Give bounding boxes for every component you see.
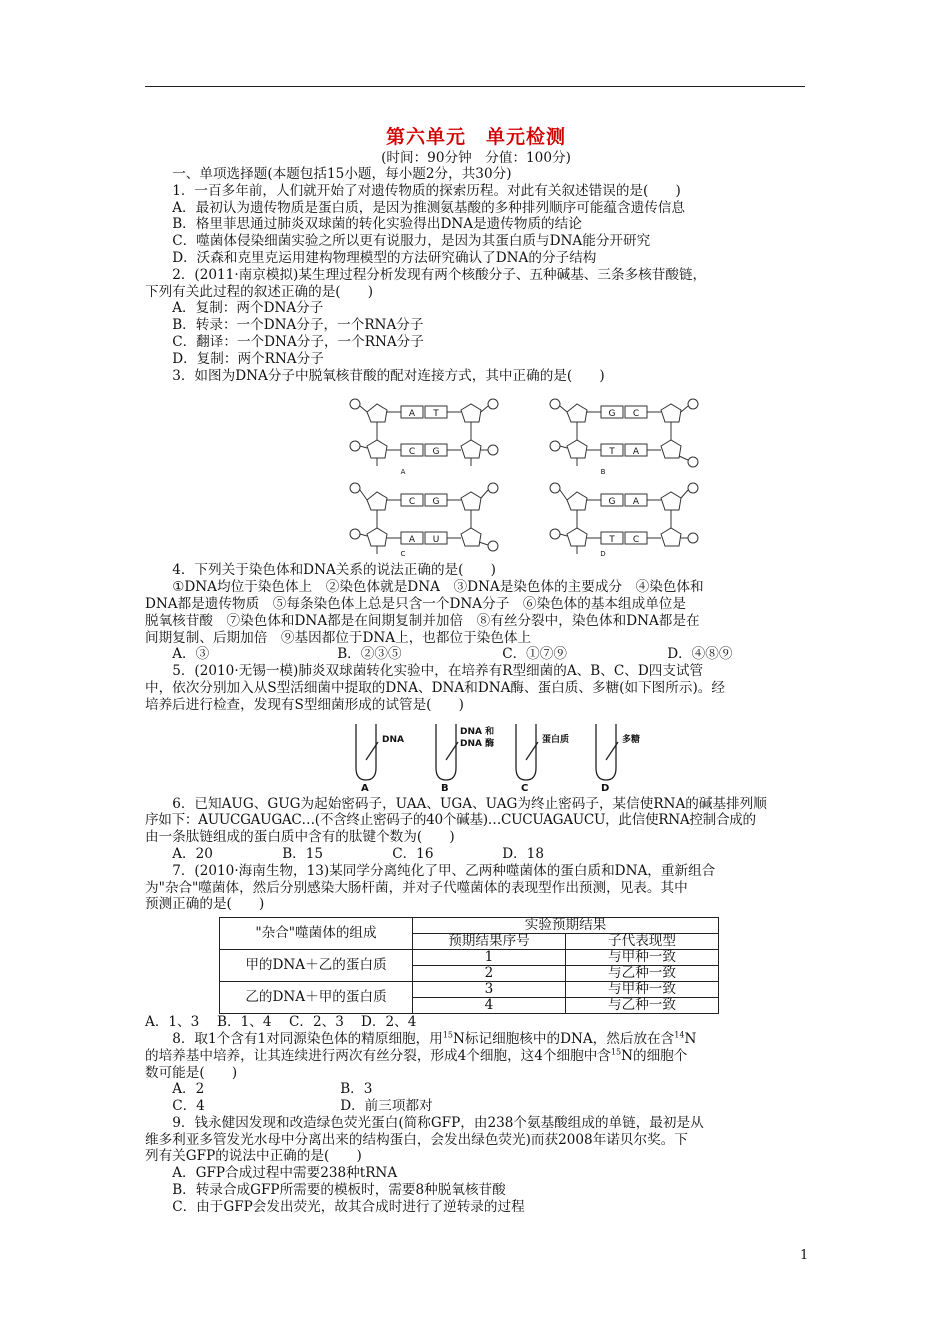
q2-option-c: C．翻译：一个DNA分子，一个RNA分子	[172, 333, 424, 350]
q4-line3: 脱氧核苷酸 ⑦染色体和DNA都是在间期复制并加倍 ⑧有丝分裂中，染色体和DNA都是在	[145, 612, 700, 629]
page-title: 第六单元 单元检测	[385, 126, 566, 148]
panel-d-base-1: G	[608, 497, 616, 508]
q6-option-b: B．15	[282, 845, 324, 862]
q7-table	[219, 917, 719, 1014]
page-subtitle: (时间：90分钟 分值：100分)	[381, 150, 571, 166]
q3-stem: 3．如图为DNA分子中脱氧核苷酸的配对连接方式，其中正确的是( )	[172, 367, 605, 384]
test-tube-figure	[350, 720, 770, 792]
q9-line1: 9．钱永健因发现和改造绿色荧光蛋白(简称GFP，由238个氨基酸组成的单链，最初是从	[172, 1114, 704, 1131]
q2-stem-line2: 下列有关此过程的叙述正确的是( )	[145, 283, 374, 300]
panel-b-base-1: G	[608, 409, 616, 420]
tube-a-reagent: DNA	[382, 734, 404, 745]
panel-c-base-1: C	[408, 497, 416, 508]
table-group-1: 甲的DNA＋乙的蛋白质	[220, 950, 413, 982]
tube-a-label: A	[361, 782, 369, 792]
q4-line2: DNA都是遗传物质 ⑤每条染色体上总是只含一个DNA分子 ⑥染色体的基本组成单位是	[145, 595, 686, 612]
panel-c-base-3: A	[408, 535, 416, 546]
panel-a-base-1: A	[408, 409, 416, 420]
tube-c-reagent: 蛋白质	[542, 734, 570, 745]
panel-b-base-4: A	[632, 447, 640, 458]
tube-d-reagent: 多糖	[622, 734, 641, 745]
q9-line3: 列有关GFP的说法中正确的是( )	[145, 1148, 362, 1165]
panel-c-base-2: G	[432, 497, 440, 508]
q6-line2: 序如下：AUUCGAUGAC…(不含终止密码子的40个碱基)…CUCUAGAUCU，此信使RNA控制合成的	[145, 812, 756, 829]
q1-option-b: B．格里菲思通过肺炎双球菌的转化实验得出DNA是遗传物质的结论	[172, 216, 582, 233]
table-header-number: 预期结果序号	[413, 934, 566, 950]
q8-line3: 数可能是( )	[145, 1064, 238, 1081]
q9-option-a: A．GFP合成过程中需要238种tRNA	[172, 1165, 398, 1182]
panel-a-base-3: C	[408, 447, 416, 458]
q7-line2: 为"杂合"噬菌体，然后分别感染大肠杆菌，并对子代噬菌体的表现型作出预测，见表。其中	[145, 879, 688, 896]
q4-option-b: B．②③⑤	[337, 646, 402, 663]
q8-options-2	[145, 1098, 807, 1115]
q8-option-c: C．4	[172, 1098, 205, 1115]
panel-b-label: B	[600, 468, 606, 477]
panel-a-base-4: G	[432, 447, 440, 458]
q8-options-1	[145, 1081, 807, 1098]
table-row-2-number: 2	[413, 966, 566, 982]
table-row-3-number: 3	[413, 982, 566, 998]
q7-option-b: B．1、4	[217, 1014, 272, 1031]
panel-d-base-2: A	[632, 497, 640, 508]
q8-line2: 的培养基中培养，让其连续进行两次有丝分裂，形成4个细胞，这4个细胞中含$^{15}$N的细胞个	[145, 1047, 688, 1064]
q2-option-a: A．复制：两个DNA分子	[172, 300, 324, 317]
panel-a	[350, 399, 498, 466]
q9-option-b: B．转录合成GFP所需要的模板时，需要8种脱氧核苷酸	[172, 1182, 506, 1199]
table-row-1-phenotype: 与甲种一致	[566, 950, 719, 966]
q5-line1: 5．(2010·无锡一模)肺炎双球菌转化实验中，在培养有R型细菌的A、B、C、D四支试管	[172, 663, 704, 680]
panel-d-base-4: C	[632, 535, 640, 546]
panel-a-label: A	[400, 468, 406, 477]
panel-b-base-2: C	[632, 409, 640, 420]
section-heading: 一、单项选择题(本题包括15小题，每小题2分，共30分)	[172, 166, 512, 182]
panel-d-base-3: T	[609, 535, 615, 546]
panel-c-base-4: U	[432, 535, 440, 546]
q8-option-a: A．2	[172, 1081, 205, 1098]
tube-c-label: C	[521, 782, 529, 792]
q4-stem: 4．下列关于染色体和DNA关系的说法正确的是( )	[172, 562, 496, 579]
table-row-1-number: 1	[413, 950, 566, 966]
q7-option-d: D．2、4	[361, 1014, 417, 1031]
q1-option-a: A．最初认为遗传物质是蛋白质，是因为推测氨基酸的多种排列顺序可能蕴含遗传信息	[172, 199, 685, 216]
panel-d	[550, 483, 698, 554]
q6-option-c: C．16	[392, 845, 434, 862]
q7-line3: 预测正确的是( )	[145, 896, 265, 913]
q4-options	[145, 646, 807, 663]
table-header-composition: "杂合"噬菌体的组成	[220, 918, 413, 950]
q6-line1: 6．已知AUG、GUG为起始密码子，UAA、UGA、UAG为终止密码子，某信使RNA的碱基排列顺	[172, 795, 767, 812]
q7-options	[145, 1014, 807, 1031]
q9-option-c: C．由于GFP会发出荧光，故其合成时进行了逆转录的过程	[172, 1198, 525, 1215]
q1-stem: 1．一百多年前，人们就开始了对遗传物质的探索历程。对此有关叙述错误的是( )	[172, 182, 681, 199]
panel-a-base-2: T	[433, 409, 439, 420]
q7-line1: 7．(2010·海南生物，13)某同学分离纯化了甲、乙两种噬菌体的蛋白质和DNA，重新组合	[172, 862, 716, 879]
tube-d-label: D	[601, 782, 610, 792]
page-number: 1	[800, 1248, 809, 1263]
q9-line2: 维多利亚多管发光水母中分离出来的结构蛋白，会发出绿色荧光)而获2008年诺贝尔奖。下	[145, 1131, 688, 1148]
q6-option-a: A．20	[172, 845, 213, 862]
q6-option-d: D．18	[502, 845, 544, 862]
q1-option-c: C．噬菌体侵染细菌实验之所以更有说服力，是因为其蛋白质与DNA能分开研究	[172, 233, 651, 250]
panel-c	[350, 483, 498, 554]
q4-line1: ①DNA均位于染色体上 ②染色体就是DNA ③DNA是染色体的主要成分 ④染色体和	[172, 579, 704, 596]
q2-option-d: D．复制：两个RNA分子	[172, 350, 324, 367]
panel-b	[550, 399, 698, 467]
header-rule	[145, 86, 805, 87]
panel-b-base-3: T	[609, 447, 615, 458]
panel-d-label: D	[600, 550, 606, 559]
tube-b-label: B	[441, 782, 449, 792]
table-group-2: 乙的DNA＋甲的蛋白质	[220, 982, 413, 1014]
q7-option-a: A．1、3	[145, 1014, 200, 1031]
q5-line2: 中，依次分别加入从S型活细菌中提取的DNA、DNA和DNA酶、蛋白质、多糖(如下图所示)。经	[145, 679, 725, 696]
q2-stem-line1: 2．(2011·南京模拟)某生理过程分析发现有两个核酸分子、五种碱基、三条多核苷酸链，	[172, 266, 707, 283]
panel-c-label: C	[400, 550, 406, 559]
q4-option-c: C．①⑦⑨	[502, 646, 567, 663]
q7-option-c: C．2、3	[289, 1014, 344, 1031]
q4-option-a: A．③	[172, 646, 210, 663]
table-header-phenotype: 子代表现型	[566, 934, 719, 950]
table-header-results: 实验预期结果	[413, 918, 719, 934]
table-row-4-phenotype: 与乙种一致	[566, 998, 719, 1014]
tube-b-reagent-2: DNA 酶	[460, 738, 495, 749]
table-row-4-number: 4	[413, 998, 566, 1014]
document-body	[145, 126, 807, 1216]
q6-options	[145, 846, 807, 863]
dna-pairing-figure	[345, 390, 765, 558]
q5-line3: 培养后进行检查，发现有S型细菌形成的试管是( )	[145, 696, 464, 713]
q6-line3: 由一条肽链组成的蛋白质中含有的肽键个数为( )	[145, 829, 455, 846]
table-row-3-phenotype: 与甲种一致	[566, 982, 719, 998]
tube-b-reagent-1: DNA 和	[460, 726, 495, 737]
q1-option-d: D．沃森和克里克运用建构物理模型的方法研究确认了DNA的分子结构	[172, 249, 597, 266]
q4-option-d: D．④⑧⑨	[667, 646, 733, 663]
q8-option-d: D．前三项都对	[340, 1098, 433, 1115]
q2-option-b: B．转录：一个DNA分子，一个RNA分子	[172, 317, 424, 334]
q8-line1: 8．取1个含有1对同源染色体的精原细胞，用$^{15}$N标记细胞核中的DNA，然后放在含$^{14}$N	[172, 1030, 697, 1047]
table-row-2-phenotype: 与乙种一致	[566, 966, 719, 982]
q4-line4: 间期复制、后期加倍 ⑨基因都位于DNA上，也都位于染色体上	[145, 629, 532, 646]
q8-option-b: B．3	[340, 1081, 373, 1098]
